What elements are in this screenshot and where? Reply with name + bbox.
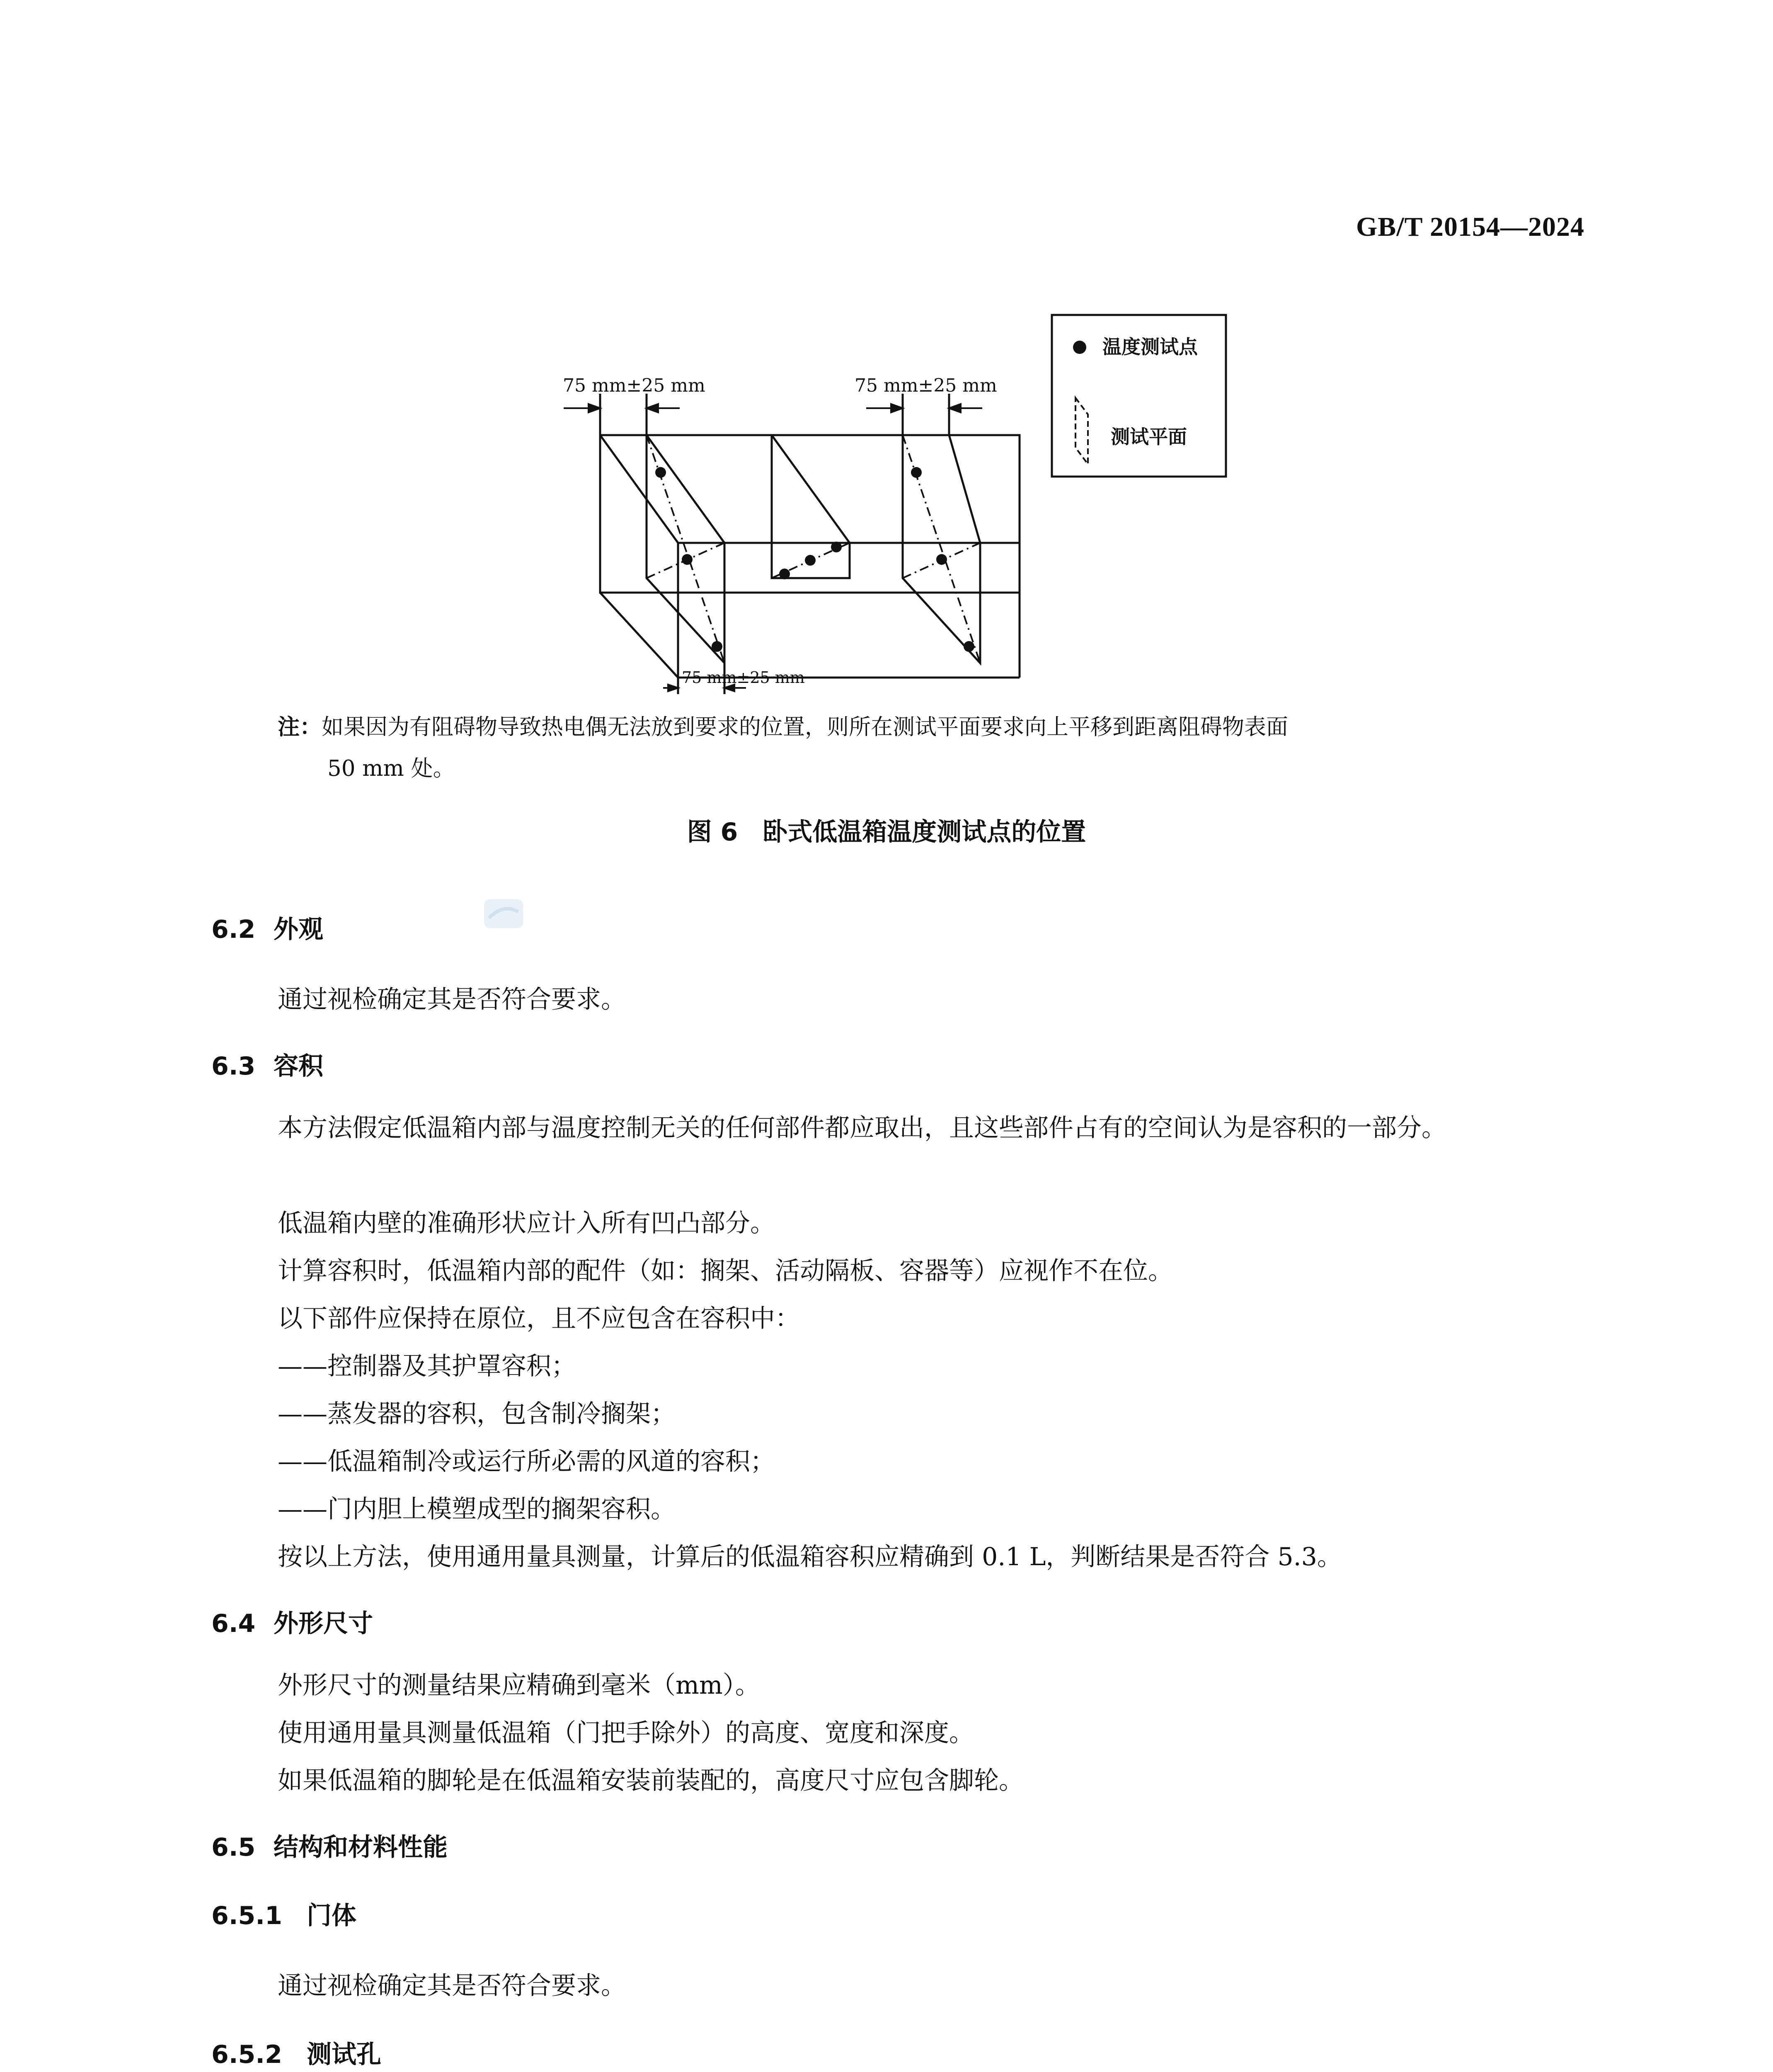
list-item: ——蒸发器的容积，包含制冷搁架； bbox=[278, 1399, 676, 1428]
dim-arrowhead bbox=[891, 404, 903, 412]
legend-point-label: 温度测试点 bbox=[1102, 336, 1198, 358]
heading-6-3 bbox=[211, 1046, 323, 1082]
legend bbox=[1052, 315, 1226, 477]
heading-6-5-2 bbox=[211, 2035, 381, 2070]
paragraph: 本方法假定低温箱内部与温度控制无关的任何部件都应取出，且这些部件占有的空间认为是容积的一部分。 bbox=[278, 1113, 1446, 1143]
figure-note bbox=[278, 707, 1596, 789]
standard-code: GB/T 20154—2024 bbox=[1356, 212, 1584, 242]
heading-6-4 bbox=[211, 1604, 373, 1639]
section-number: 6.5.1 bbox=[211, 1901, 282, 1930]
dim-label-top-right: 75 mm±25 mm bbox=[855, 375, 997, 396]
paragraph: 使用通用量具测量低温箱（门把手除外）的高度、宽度和深度。 bbox=[278, 1719, 974, 1748]
temperature-point bbox=[712, 641, 722, 652]
figure-caption: 图 6 卧式低温箱温度测试点的位置 bbox=[687, 818, 1086, 847]
temperature-point bbox=[655, 467, 666, 478]
section-title: 结构和材料性能 bbox=[274, 1833, 448, 1862]
temperature-point bbox=[805, 555, 816, 566]
section-title: 外形尺寸 bbox=[274, 1609, 373, 1638]
dim-arrowhead bbox=[668, 685, 678, 691]
temperature-point bbox=[911, 467, 922, 478]
list-item: ——低温箱制冷或运行所必需的风道的容积； bbox=[278, 1447, 775, 1476]
dim-arrowhead bbox=[589, 404, 600, 412]
cabinet-edge bbox=[600, 593, 678, 678]
figure-6-diagram bbox=[518, 307, 1285, 696]
temperature-point bbox=[682, 554, 693, 565]
heading-6-5-1 bbox=[211, 1896, 356, 1932]
paragraph: 如果低温箱的脚轮是在低温箱安装前装配的，高度尺寸应包含脚轮。 bbox=[278, 1766, 1024, 1795]
paragraph: 低温箱内壁的准确形状应计入所有凹凸部分。 bbox=[278, 1209, 775, 1238]
sac-watermark-icon bbox=[481, 895, 526, 932]
heading-6-2 bbox=[211, 910, 323, 945]
temperature-point bbox=[936, 554, 947, 565]
section-title: 门体 bbox=[307, 1901, 356, 1930]
temperature-point bbox=[831, 542, 842, 552]
temperature-point bbox=[779, 569, 790, 579]
list-item: ——门内胆上模塑成型的搁架容积。 bbox=[278, 1495, 676, 1524]
paragraph: 计算容积时，低温箱内部的配件（如：搁架、活动隔板、容器等）应视作不在位。 bbox=[278, 1256, 1173, 1285]
section-number: 6.2 bbox=[211, 915, 256, 944]
note-line-1: 如果因为有阻碍物导致热电偶无法放到要求的位置，则所在测试平面要求向上平移到距离阻碍物表面 bbox=[322, 714, 1288, 740]
section-title: 测试孔 bbox=[307, 2040, 381, 2069]
section-number: 6.3 bbox=[211, 1052, 256, 1081]
note-prefix: 注： bbox=[278, 714, 322, 740]
note-line-2: 50 mm 处。 bbox=[327, 756, 455, 781]
dim-arrowhead bbox=[949, 404, 961, 412]
heading-6-5 bbox=[211, 1828, 448, 1863]
paragraph: 通过视检确定其是否符合要求。 bbox=[278, 1971, 626, 2000]
paragraph: 以下部件应保持在原位，且不应包含在容积中： bbox=[278, 1304, 800, 1333]
legend-point-icon bbox=[1073, 341, 1086, 354]
legend-plane-icon bbox=[1075, 398, 1088, 464]
list-item: ——控制器及其护罩容积； bbox=[278, 1352, 576, 1381]
section-number: 6.4 bbox=[211, 1609, 256, 1638]
temperature-point bbox=[964, 641, 974, 652]
section-title: 外观 bbox=[274, 915, 323, 944]
paragraph: 按以上方法，使用通用量具测量，计算后的低温箱容积应精确到 0.1 L，判断结果是否符合 5.3。 bbox=[278, 1542, 1342, 1571]
paragraph: 外形尺寸的测量结果应精确到毫米（mm）。 bbox=[278, 1671, 760, 1700]
paragraph: 通过视检确定其是否符合要求。 bbox=[278, 985, 626, 1014]
dim-label-bottom: 75 mm±25 mm bbox=[682, 668, 805, 687]
section-title: 容积 bbox=[274, 1052, 323, 1081]
dim-arrowhead bbox=[647, 404, 658, 412]
legend-plane-label: 测试平面 bbox=[1111, 426, 1187, 448]
dim-label-top-left: 75 mm±25 mm bbox=[563, 375, 705, 396]
section-number: 6.5 bbox=[211, 1833, 256, 1862]
section-number: 6.5.2 bbox=[211, 2040, 282, 2069]
cabinet-edge bbox=[600, 435, 678, 543]
